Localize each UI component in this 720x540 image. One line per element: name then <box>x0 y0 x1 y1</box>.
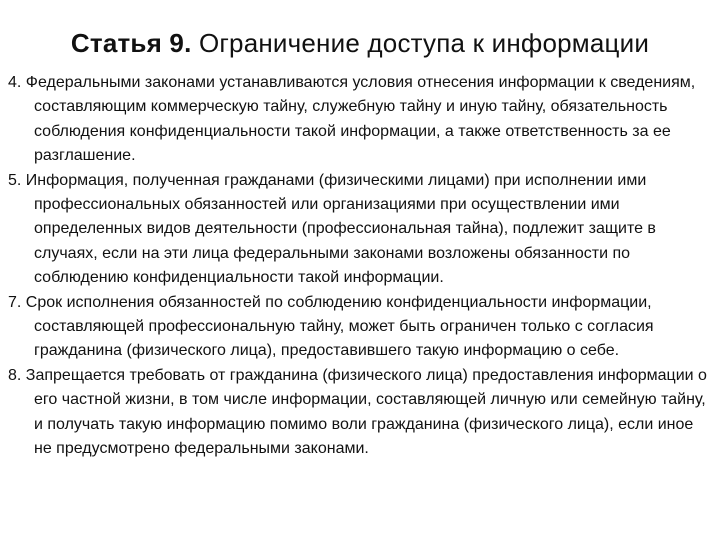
article-title: Ограничение доступа к информации <box>198 28 650 58</box>
article-body <box>8 71 712 462</box>
slide-title <box>0 26 720 60</box>
clause-4: 4. Федеральными законами устанавливаются условия отнесения информации к сведениям, составляющим коммерческую тайну, служебную тайну и иную тайну, обязательность соблюдения конфиденциальности такой информации, а также ответственность за ее разглашение. <box>8 74 696 165</box>
clause-8: 8. Запрещается требовать от гражданина (физического лица) предоставления информации о его частной жизни, в том числе информации, составляющей личную или семейную тайну, и получать такую информацию помимо воли гражданина (физического лица), если иное не предусмотрено федеральными законами. <box>8 366 707 458</box>
article-number: Статья 9. <box>70 28 192 58</box>
clause-7: 7. Срок исполнения обязанностей по соблюдению конфиденциальности информации, составляющей профессиональную тайну, может быть ограничен только с согласия гражданина (физического лица), предоставившего такую информацию о себе. <box>8 293 654 360</box>
clause-5: 5. Информация, полученная гражданами (физическими лицами) при исполнении ими профессиональных обязанностей или организациями при осуществлении ими определенных видов деятельности (профессиональная тайна), подлежит защите в случаях, если на эти лица федеральными законами возложены обязанности по соблюдению конфиденциальности такой информации. <box>8 171 656 287</box>
